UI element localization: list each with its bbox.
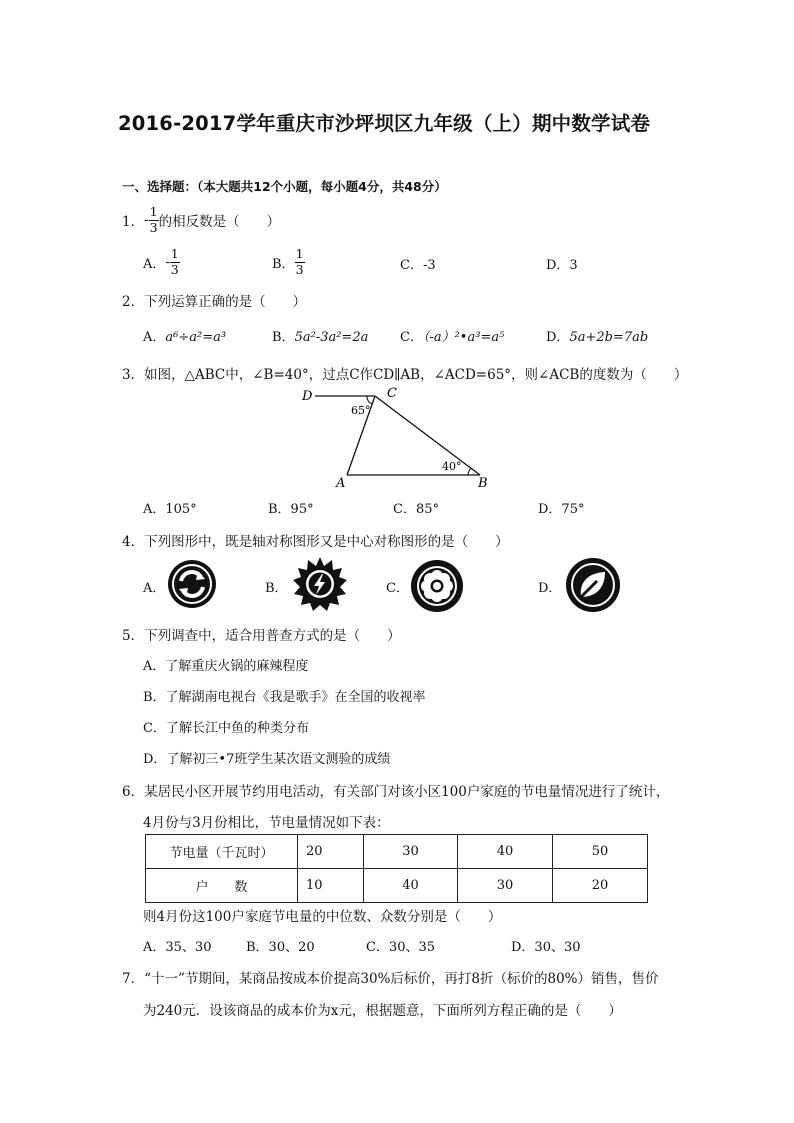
page-title: 2016-2017学年重庆市沙坪坝区九年级（上）期中数学试卷 [118, 112, 651, 135]
q5-option-b: B．了解湖南电视台《我是歌手》在全国的收视率 [143, 690, 426, 705]
label-b: B [478, 476, 488, 491]
q1-neg: - [144, 212, 149, 228]
question-3: 3．如图，△ABC中，∠B=40°，过点C作CD∥AB，∠ACD=65°，则∠ACB的度数为（ ） [122, 367, 688, 383]
q1-b-label: B． [272, 256, 295, 272]
question-2: 2．下列运算正确的是（ ） [122, 294, 307, 310]
table-cell: 户 数 [146, 869, 298, 903]
q3-option-b: B．95° [268, 502, 314, 517]
sun-lightning-icon [292, 556, 348, 612]
table-cell: 10 [298, 869, 364, 903]
question-6-line1: 6．某居民小区开展节约用电活动，有关部门对该小区100户家庭的节电量情况进行了统计， [122, 784, 670, 800]
q1-option-c: C．-3 [400, 258, 436, 273]
q2-d-expr: 5a+2b=7ab [569, 330, 649, 345]
q2-option-d [546, 326, 648, 345]
q1-a-fraction [170, 248, 180, 276]
q6-option-b: B．30、20 [246, 940, 315, 955]
label-d: D [302, 389, 313, 404]
table-row [146, 869, 648, 903]
flower-icon [410, 559, 464, 613]
q1-b-den: 3 [295, 261, 304, 277]
q3-option-a: A．105° [143, 502, 197, 517]
q1-a-label: A． [143, 256, 166, 272]
recycle-arrows-icon [167, 559, 217, 609]
q2-b-label: B． [272, 330, 295, 345]
table-cell: 30 [364, 835, 458, 869]
q4-option-d-label: D． [538, 581, 562, 596]
q1-a-den: 3 [170, 261, 179, 277]
table-cell: 20 [553, 869, 648, 903]
q2-b-expr: 5a²-3a²=2a [294, 330, 369, 345]
side-cb [375, 396, 480, 475]
angle-label-c: 65° [351, 404, 371, 417]
q1-stem: 的相反数是（ ） [158, 214, 281, 230]
table-cell: 50 [553, 835, 648, 869]
q3-option-c: C．85° [393, 502, 439, 517]
q1-b-num: 1 [295, 246, 304, 261]
question-1 [122, 205, 280, 235]
table-cell: 40 [364, 869, 458, 903]
table-cell: 30 [458, 869, 553, 903]
triangle-figure [295, 383, 505, 493]
q1-number: 1． [122, 214, 145, 230]
q1-option-a [143, 246, 180, 278]
q2-a-expr: a⁶÷a²=a³ [165, 330, 227, 345]
q4-option-c-label: C． [386, 581, 409, 596]
q2-a-label: A． [143, 330, 166, 345]
label-c: C [387, 386, 397, 401]
q6-option-a: A．35、30 [143, 940, 212, 955]
q2-option-c [400, 326, 504, 345]
angle-arc-c [367, 396, 372, 404]
question-7-line1: 7．“十一”节期间，某商品按成本价提高30%后标价，再打8折（标价的80%）销售，售价 [122, 971, 659, 987]
q1-frac-num: 1 [149, 204, 158, 219]
q5-option-d: D．了解初三•7班学生某次语文测验的成绩 [143, 752, 391, 767]
q2-c-label: C． [400, 330, 423, 345]
question-5: 5．下列调查中，适合用普查方式的是（ ） [122, 628, 401, 644]
angle-arc-b [468, 468, 471, 475]
q1-a-num: 1 [170, 246, 179, 261]
q5-option-c: C．了解长江中鱼的种类分布 [143, 721, 309, 736]
q4-option-a-label: A． [143, 581, 166, 596]
q1-option-d: D．3 [546, 258, 578, 273]
q3-option-d: D．75° [538, 502, 585, 517]
table-row [146, 835, 648, 869]
q2-option-a [143, 326, 226, 345]
electricity-table [145, 834, 648, 903]
q2-c-expr: （-a）²•a³=a⁵ [422, 330, 505, 345]
q2-option-b [272, 326, 368, 345]
section-heading: 一、选择题：（本大题共12个小题，每小题4分，共48分） [122, 179, 447, 194]
question-6-stem: 则4月份这100户家庭节电量的中位数、众数分别是（ ） [143, 909, 502, 925]
table-cell: 20 [298, 835, 364, 869]
question-4: 4．下列图形中，既是轴对称图形又是中心对称图形的是（ ） [122, 534, 509, 550]
q6-option-c: C．30、35 [366, 940, 436, 955]
q1-option-b [272, 246, 305, 278]
q1-fraction [149, 206, 159, 234]
q5-option-a: A．了解重庆火锅的麻辣程度 [143, 659, 309, 674]
q6-option-d: D．30、30 [511, 940, 581, 955]
q2-d-label: D． [546, 330, 570, 345]
leaf-icon [565, 557, 621, 613]
q1-frac-den: 3 [149, 219, 158, 235]
q4-option-b-label: B． [265, 581, 288, 596]
table-cell: 节电量（千瓦时） [146, 835, 298, 869]
question-6-line2: 4月份与3月份相比，节电量情况如下表： [143, 815, 390, 831]
q1-a-neg: - [165, 254, 170, 270]
table-cell: 40 [458, 835, 553, 869]
q1-b-fraction [295, 248, 305, 276]
label-a: A [336, 476, 346, 491]
question-7-line2: 为240元．设该商品的成本价为x元，根据题意，下面所列方程正确的是（ ） [143, 1003, 622, 1019]
angle-label-b: 40° [442, 460, 462, 473]
